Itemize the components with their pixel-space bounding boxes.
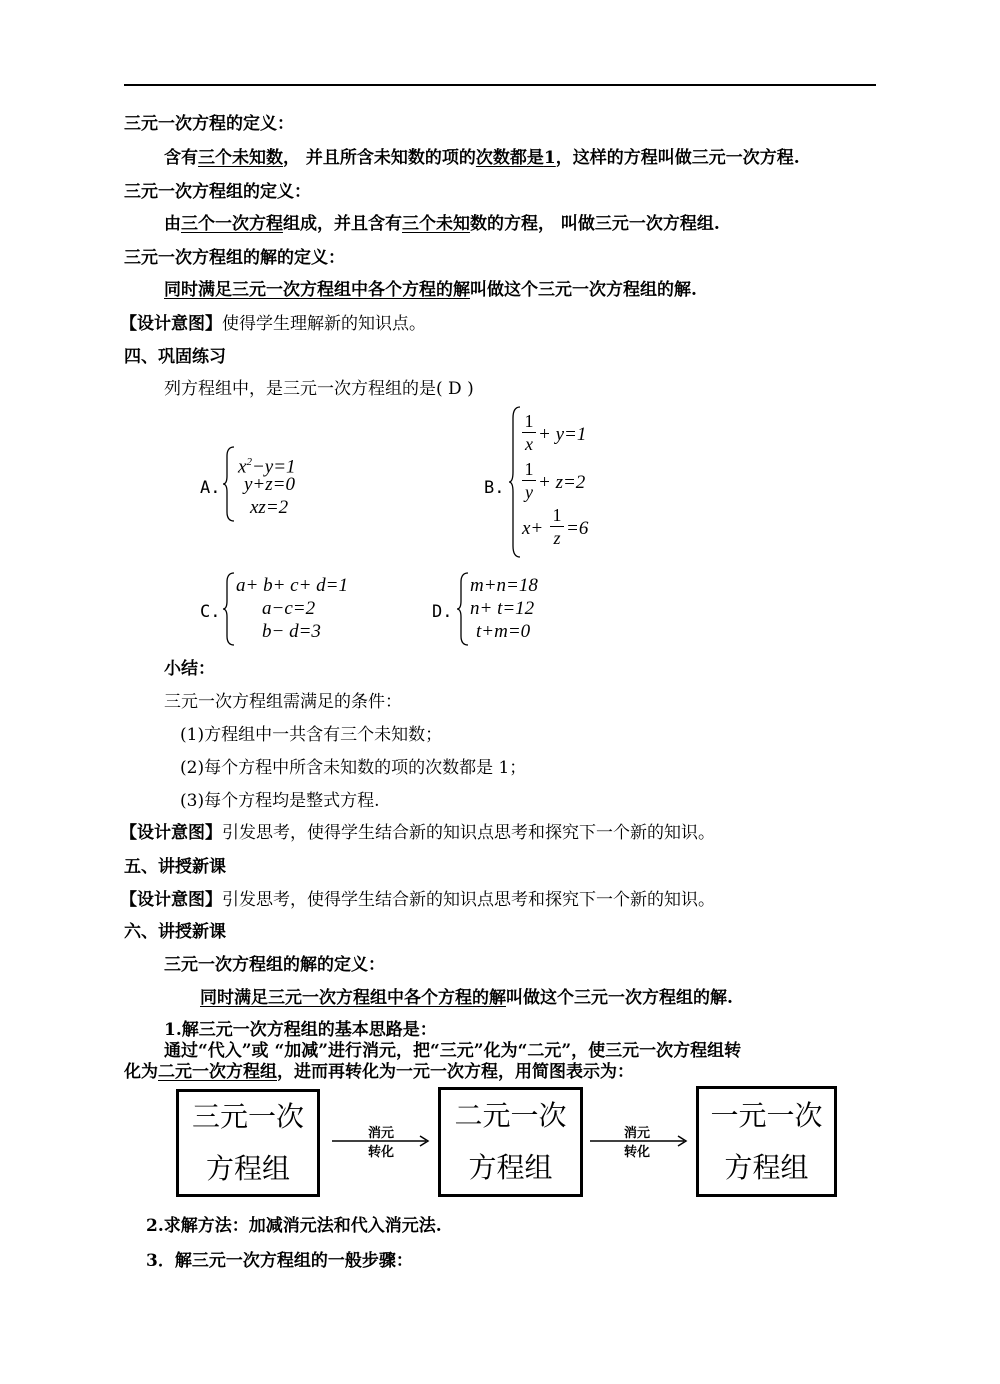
diagram-box-binary: 二元一次 方程组 xyxy=(438,1087,583,1197)
design-intent-1: 【设计意图】使得学生理解新的知识点。 xyxy=(120,314,426,334)
option-b-frac3: 1 z xyxy=(550,506,564,547)
summary-item-1: (1)方程组中一共含有三个未知数； xyxy=(180,725,443,745)
option-b-eq3a: x+ xyxy=(522,518,544,539)
option-a-eq3: xz=2 xyxy=(250,497,289,518)
section-6-title: 六、讲授新课 xyxy=(124,922,226,942)
option-b-eq3b: =6 xyxy=(566,518,589,539)
summary-intro: 三元一次方程组需满足的条件： xyxy=(164,692,402,712)
option-a-eq1: $x^2-y=1$ xyxy=(238,456,296,478)
option-d-brace xyxy=(456,572,470,646)
option-c-eq3: b− d=3 xyxy=(262,621,321,642)
def1-text: 含有三个未知数， 并且所含未知数的项的次数都是1，这样的方程叫做三元一次方程. xyxy=(164,148,800,168)
option-b-eq1: + y=1 xyxy=(538,424,587,445)
step-1-title: 1.解三元一次方程组的基本思路是： xyxy=(164,1020,437,1040)
section-5-title: 五、讲授新课 xyxy=(124,857,226,877)
option-b-frac1: 1 x xyxy=(522,412,536,453)
exercise-question: 列方程组中，是三元一次方程组的是( D ) xyxy=(164,379,474,399)
step-1-line1: 通过“代入”或 “加减”进行消元，把“三元”化为“二元”，使三元一次方程组转 xyxy=(164,1041,742,1061)
option-a-eq2: y+z=0 xyxy=(244,474,295,495)
option-a-brace xyxy=(222,446,236,522)
option-c-eq1: a+ b+ c+ d=1 xyxy=(236,575,348,596)
option-b-brace xyxy=(508,406,522,558)
summary-item-2: (2)每个方程中所含未知数的项的次数都是 1； xyxy=(180,758,527,778)
header-rule xyxy=(124,84,876,86)
step-1-line2: 化为二元一次方程组，进而再转化为一元一次方程，用简图表示为： xyxy=(124,1062,634,1082)
option-c-eq2: a−c=2 xyxy=(262,598,316,619)
arrow-2-label: 消元 转化 xyxy=(623,1126,650,1160)
def3-text: 同时满足三元一次方程组中各个方程的解叫做这个三元一次方程组的解. xyxy=(164,280,697,300)
option-d-label: D. xyxy=(432,602,453,622)
def2-title: 三元一次方程组的定义： xyxy=(124,182,311,202)
option-c-brace xyxy=(222,572,236,646)
arrow-2 xyxy=(588,1135,688,1147)
def2-text: 由三个一次方程组成，并且含有三个未知数的方程， 叫做三元一次方程组. xyxy=(164,214,720,234)
arrow-1 xyxy=(330,1135,430,1147)
summary-title: 小结： xyxy=(164,659,215,679)
diagram-box-single: 一元一次 方程组 xyxy=(696,1086,837,1197)
sec6-def-title: 三元一次方程组的解的定义： xyxy=(164,955,385,975)
option-b-label: B. xyxy=(484,478,505,498)
diagram-box-ternary: 三元一次 方程组 xyxy=(176,1089,320,1197)
option-b-frac2: 1 y xyxy=(522,460,536,501)
option-d-eq1: m+n=18 xyxy=(470,575,538,596)
option-c-label: C. xyxy=(200,602,221,622)
summary-item-3: (3)每个方程均是整式方程. xyxy=(180,791,380,811)
section-4-title: 四、巩固练习 xyxy=(124,347,226,367)
step-2: 2.求解方法：加减消元法和代入消元法. xyxy=(146,1216,442,1236)
option-a-label: A. xyxy=(200,478,221,498)
def3-title: 三元一次方程组的解的定义： xyxy=(124,248,345,268)
sec6-def-text: 同时满足三元一次方程组中各个方程的解叫做这个三元一次方程组的解. xyxy=(200,988,733,1008)
design-intent-3: 【设计意图】引发思考，使得学生结合新的知识点思考和探究下一个新的知识。 xyxy=(120,890,715,910)
option-d-eq2: n+ t=12 xyxy=(470,598,535,619)
design-intent-2: 【设计意图】引发思考，使得学生结合新的知识点思考和探究下一个新的知识。 xyxy=(120,823,715,843)
def1-title: 三元一次方程的定义： xyxy=(124,114,294,134)
arrow-1-label: 消元 转化 xyxy=(367,1126,394,1160)
step-3: 3．解三元一次方程组的一般步骤： xyxy=(146,1251,413,1271)
option-b-eq2: + z=2 xyxy=(538,472,586,493)
option-d-eq3: t+m=0 xyxy=(476,621,531,642)
